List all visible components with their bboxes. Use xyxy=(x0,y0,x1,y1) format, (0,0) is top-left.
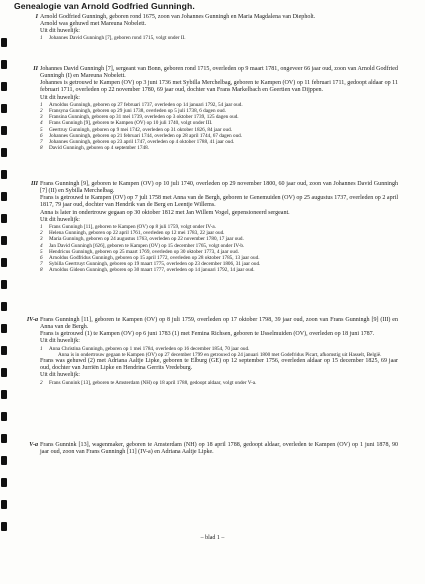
binding-hole xyxy=(1,522,7,531)
page-footer: – blad 1 – xyxy=(200,535,225,541)
child-item: 4 Jan David Gunningh [626], geboren te Kampen (OV) op 15 december 1765, volgt onder IV-b. xyxy=(40,242,245,249)
binding-hole xyxy=(1,412,7,421)
binding-holes xyxy=(0,0,9,584)
generation-number: IV-a xyxy=(26,317,38,323)
entry-paragraph: Frans Gunnink [13], wagenmaker, geboren te Amsterdam (NH) op 18 april 1788, gedoopt aldaar, overleden te Kampen (OV) op 1 juni 1878, 90 jaar oud, zoon van Frans Gunningh [11] (IV-a) en Adriana Aaltje Lipke. xyxy=(40,442,398,456)
binding-hole xyxy=(1,500,7,509)
child-item: 3 Maria Gunningh, geboren op 24 augustus 1763, overleden op 22 november 1780, 17 jaar oud. xyxy=(40,236,244,243)
entry-paragraph: Frans is getrouwd (1) te Kampen (OV) op 6 juni 1783 (1) met Femina Richsen, geboren te IJsselmuiden (OV), overleden op 18 juni 1787. xyxy=(40,331,375,338)
generation-number: III xyxy=(30,181,38,187)
child-item: 5 Hendricus Gunningh, geboren op 25 maart 1769, overleden op 30 oktober 1773, 4 jaar oud. xyxy=(40,248,239,255)
child-item: 3 Fransina Gunningh, geboren op 31 mei 1739, overleden op 3 oktober 1739, 125 dagen oud. xyxy=(40,114,239,121)
generation-number: I xyxy=(35,14,38,20)
binding-hole xyxy=(1,258,7,267)
entry-paragraph: Uit dit huwelijk: xyxy=(40,28,80,35)
binding-hole xyxy=(1,104,7,113)
binding-hole xyxy=(1,170,7,179)
binding-hole xyxy=(1,236,7,245)
binding-hole xyxy=(1,390,7,399)
binding-hole xyxy=(1,346,7,355)
entry-paragraph: Johannes David Gunningh [7], sergeant van Bonn, geboren rond 1715, overleden op 9 maart 1781, ongeveer 66 jaar oud, zoon van Arnold Godfried Gunningh (I) en Mareuna Nobelett. xyxy=(40,66,398,80)
binding-hole xyxy=(1,434,7,443)
entry-paragraph: Frans is getrouwd te Kampen (OV) op 7 juli 1758 met Anna van de Bergh, geboren te Genemuiden (OV) op 25 augustus 1737, overleden op 2 april 1817, 79 jaar oud, dochter van Hendrik van de Berg en Leentje Willems. xyxy=(40,195,398,209)
generation-number: II xyxy=(33,66,38,72)
binding-hole xyxy=(1,192,7,201)
entry-paragraph: Johannes is getrouwd te Kampen (OV) op 3 juni 1736 met Sybilla Merchelbag, geboren te Kampen (OV) op 11 februari 1711, gedoopt aldaar op 11 februari 1711, overleden op 22 november 1780, 69 jaar oud, dochter van Frans Markelbach en Geertien van Dijppen. xyxy=(40,80,398,94)
page-title: Genealogie van Arnold Godfried Gunningh. xyxy=(14,1,195,11)
binding-hole xyxy=(1,214,7,223)
children-list xyxy=(40,35,398,41)
children-list xyxy=(40,224,398,274)
child-item: 8 Arnoldus Gideon Gunningh, geboren op 30 maart 1777, overleden op 14 januari 1792, 14 jaar oud. xyxy=(40,267,255,274)
generation-number: V-a xyxy=(29,442,38,448)
child-item: 1 Anna Christina Gunningh, geboren op 1 mei 1784, overleden op 16 december 1854, 70 jaar oud. xyxy=(40,345,250,352)
generation-entry xyxy=(29,442,398,456)
child-item: 1 Johannes David Gunningh [7], geboren rond 1715, volgt onder II. xyxy=(40,35,186,42)
child-item: 2 Helena Gunningh, geboren op 22 april 1761, overleden op 12 mei 1783, 22 jaar oud. xyxy=(40,230,225,237)
child-item: 2 Frans Gunnink [13], geboren te Amsterdam (NH) op 18 april 1788, gedoopt aldaar, volgt onder V-a. xyxy=(40,379,257,386)
child-item: 5 Geertruy Gunningh, geboren op 9 mei 1742, overleden op 31 oktober 1826, 84 jaar oud. xyxy=(40,126,232,133)
child-item: 7 Johannes Gunningh, geboren op 23 april 1747, overleden op 4 oktober 1788, 41 jaar oud. xyxy=(40,139,235,145)
generation-entry xyxy=(26,317,398,386)
child-item: 1 Arnoldus Gunningh, geboren op 27 februari 1737, overleden op 14 januari 1792, 54 jaar oud. xyxy=(40,101,243,108)
child-note: Anna is in ondertrouw gegaan te Kampen (OV) op 27 december 1799 en getrouwd op 24 januari 1800 met Godefridus Picart, afkomstig uit Hasselt, België. xyxy=(58,351,382,358)
child-item: 1 Frans Gunningh [11], geboren te Kampen (OV) op 8 juli 1759, volgt onder IV-a. xyxy=(40,223,217,230)
binding-hole xyxy=(1,38,7,47)
binding-hole xyxy=(1,368,7,377)
entry-paragraph: Uit dit huwelijk: xyxy=(40,372,80,379)
binding-hole xyxy=(1,82,7,91)
entry-paragraph: Frans was gehuwd (2) met Adriana Aaltje Lipke, geboren te Elburg (GE) op 12 september 1756, overleden aldaar op 15 december 1825, 69 jaar oud, dochter van Jurriën Lipke en Hendrina Gerrits Vredeburg. xyxy=(40,358,398,372)
binding-hole xyxy=(1,280,7,289)
entry-paragraph: Uit dit huwelijk: xyxy=(40,216,80,223)
binding-hole xyxy=(1,148,7,157)
children-list xyxy=(40,346,398,358)
generation-entry xyxy=(33,66,398,152)
entry-paragraph: Frans Gunningh [9], geboren te Kampen (OV) op 10 juli 1740, overleden op 29 november 1800, 60 jaar oud, zoon van Johannes David Gunningh [7] (II) en Sybilla Merchelbag. xyxy=(40,181,398,195)
child-item: 8 David Gunningh, geboren op 4 september 1748. xyxy=(40,145,149,152)
binding-hole xyxy=(1,324,7,333)
child-item: 6 Johannes Gunningh, geboren op 21 februari 1744, overleden op 28 april 1744, 67 dagen oud. xyxy=(40,132,243,139)
generation-entry xyxy=(35,14,398,42)
binding-hole xyxy=(1,478,7,487)
child-item: 6 Arnoldus Godfridus Gunningh, geboren op 15 april 1772, overleden op 28 oktober 1785, 13 jaar oud. xyxy=(40,254,260,261)
binding-hole xyxy=(1,60,7,69)
child-item: 2 Fransyna Gunningh, geboren op 29 juni 1738, overleden op 5 juli 1738, 6 dagen oud. xyxy=(40,107,226,114)
generation-entry xyxy=(30,181,398,274)
child-item: 4 Frans Gunningh [9], geboren te Kampen (OV) op 10 juli 1740, volgt onder III. xyxy=(40,120,213,127)
entry-paragraph: Anna is later in ondertrouw gegaan op 30 oktober 1812 met Jan Willem Vogel, gepensioneerd sergeant. xyxy=(40,209,290,216)
entry-paragraph: Frans Gunningh [11], geboren te Kampen (OV) op 8 juli 1759, overleden op 17 oktober 1798, 39 jaar oud, zoon van Frans Gunningh [9] (III) en Anna van de Bergh. xyxy=(40,317,398,331)
children-list xyxy=(40,102,398,152)
entry-paragraph: Uit dit huwelijk: xyxy=(40,94,80,101)
binding-hole xyxy=(1,456,7,465)
binding-hole xyxy=(1,126,7,135)
entry-paragraph: Uit dit huwelijk: xyxy=(40,338,80,345)
entry-paragraph: Arnold was gehuwd met Mareuna Nobelett. xyxy=(40,21,147,28)
binding-hole xyxy=(1,302,7,311)
children-list xyxy=(40,380,398,386)
entry-paragraph: Arnold Godfried Gunningh, geboren rond 1675, zoon van Johannes Gunningh en Maria Magdalena van Diepholt. xyxy=(40,14,316,20)
child-item: 7 Sybilla Geertruyt Gunningh, geboren op 19 maart 1775, overleden op 23 december 1806, 31 jaar oud. xyxy=(40,261,261,268)
